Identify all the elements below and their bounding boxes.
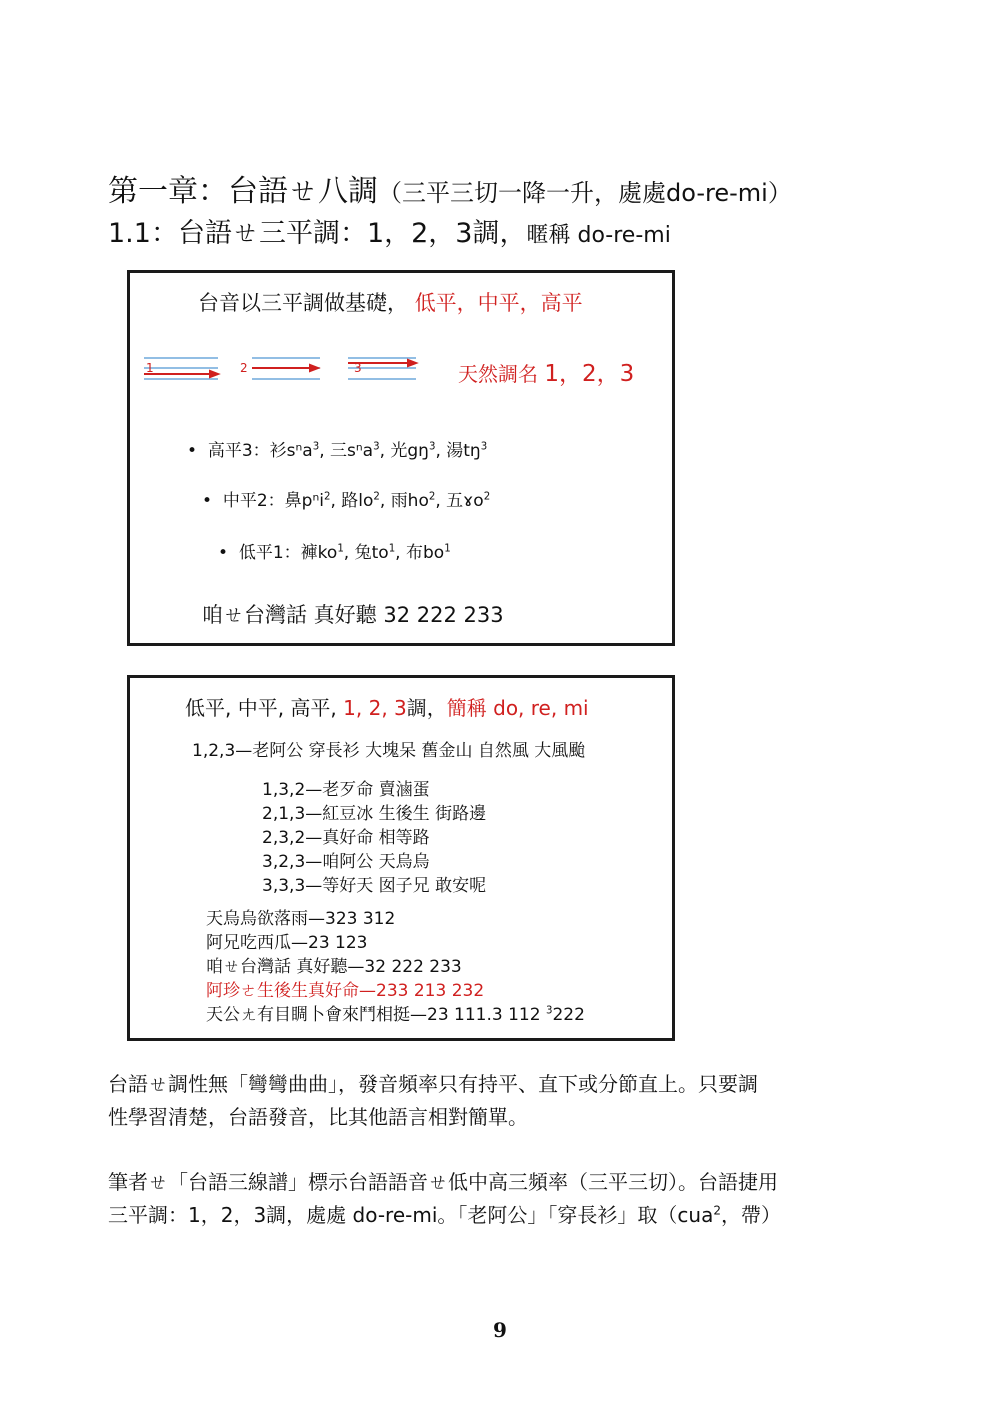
- pattern-line: 1,3,2—老歹命 賣滷蛋: [262, 780, 430, 800]
- pattern-123: 1,2,3—老阿公 穿長衫 大塊呆 舊金山 自然風 大風颱: [192, 741, 586, 761]
- paragraph-tone-nature: 台語ㄝ調性無「彎彎曲曲」，發音頻率只有持平、直下或分節直上。只要調 性學習清楚，台語發音，比其他語言相對簡單。: [108, 1072, 758, 1129]
- example-line-highlight: 阿珍ㄜ生後生真好命—233 213 232: [206, 981, 485, 1001]
- example-line: 咱ㄝ台灣話 真好聽—32 222 233: [206, 957, 462, 977]
- tone-number-3: 3: [354, 361, 362, 375]
- example-line: 阿兄吃西瓜—23 123: [206, 933, 368, 953]
- bullet-high-level: • 高平3：衫sⁿa$^3$, 三sⁿa$^3$, 光$gŋ^3$, 湯$tŋ^3$: [187, 441, 488, 461]
- page-number: 9: [493, 1318, 507, 1342]
- bullet-mid-level: • 中平2：鼻pⁿi$^2$, 路$lo^2$, 雨$ho^2$, 五ɤo$^2$: [202, 491, 491, 511]
- example-line: 天烏烏欲落雨—323 312: [206, 909, 396, 929]
- slide-title: 台音以三平調做基礎， 低平，中平，高平: [198, 291, 583, 315]
- natural-tone-names: 天然調名 1，2，3: [458, 361, 635, 387]
- section-heading: 1.1：台語ㄝ三平調：1，2，3調，暱稱 do-re-mi: [108, 218, 671, 249]
- tone-combination-slide: [127, 675, 675, 1041]
- example-line: 天公ㄤ有目睭卜會來鬥相挺—23 111.3 112 $^3$222: [206, 1005, 585, 1025]
- paragraph-three-line-staff: 筆者ㄝ「台語三線譜」標示台語語音ㄝ低中高三頻率（三平三切）。台語捷用 三平調：1，2，3調，處處 do-re-mi。「老阿公」「穿長衫」取（cua$^2$，帶）: [108, 1170, 781, 1227]
- sample-phrase: 咱ㄝ台灣話 真好聽 32 222 233: [202, 603, 504, 627]
- three-line-staff-diagram: [144, 353, 424, 385]
- slide-title: 低平, 中平, 高平, 1, 2, 3調，簡稱 do, re, mi: [185, 696, 589, 720]
- chapter-heading: 第一章：台語ㄝ八調（三平三切一降一升，處處do-re-mi）: [108, 174, 792, 209]
- pattern-line: 2,1,3—紅豆冰 生後生 街路邊: [262, 804, 487, 824]
- tone-number-2: 2: [240, 361, 248, 375]
- pattern-line: 3,2,3—咱阿公 天烏烏: [262, 852, 430, 872]
- bullet-low-level: • 低平1：褲$ko^1$, 兔$to^1$, 布$bo^1$: [218, 543, 451, 563]
- three-tone-slide: [127, 270, 675, 646]
- pattern-line: 3,3,3—等好天 囡子兄 敢安呢: [262, 876, 487, 896]
- pattern-line: 2,3,2—真好命 相等路: [262, 828, 430, 848]
- tone-number-1: 1: [146, 361, 154, 375]
